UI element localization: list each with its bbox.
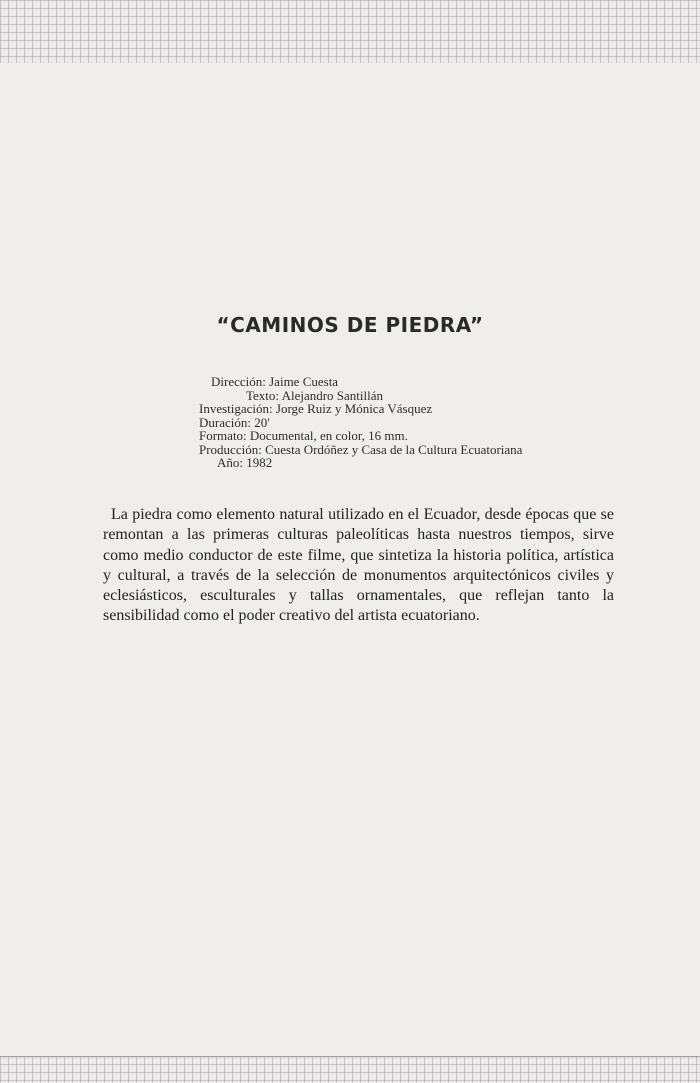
credit-value: Jaime Cuesta bbox=[269, 374, 339, 389]
synopsis-paragraph: La piedra como elemento natural utilizado en el Ecuador, desde épocas que se remontan a las primeras culturas paleolíticas hasta nuestros tiempos, sirve como medio conductor de este filme, que sintetiza la historia política, artística y cultural, a través de la selección de monumentos arquitectónicos civiles y eclesiásticos, esculturales y tallas ornamentales, que reflejan tanto la sensibilidad como el poder creativo del artista ecuatoriano. bbox=[103, 506, 614, 625]
credit-value: Alejandro Santillán bbox=[281, 387, 384, 403]
credit-row bbox=[199, 389, 522, 403]
credit-value: 1982 bbox=[246, 455, 273, 470]
credit-row bbox=[199, 375, 522, 389]
credit-label: Formato: bbox=[199, 428, 247, 443]
credit-row bbox=[199, 429, 522, 443]
credit-label: Texto: bbox=[246, 387, 280, 403]
credit-label: Año: bbox=[217, 455, 243, 470]
credit-label: Dirección: bbox=[211, 374, 266, 389]
credit-value: Documental, en color, 16 mm. bbox=[249, 428, 408, 443]
credit-label: Producción: bbox=[199, 441, 262, 457]
credits-block bbox=[199, 375, 522, 470]
document-title: “CAMINOS DE PIEDRA” bbox=[216, 313, 484, 337]
credit-value: Jorge Ruiz y Mónica Vásquez bbox=[275, 401, 433, 416]
document-page bbox=[0, 63, 700, 1056]
credit-row bbox=[199, 402, 522, 416]
credit-row bbox=[199, 416, 522, 430]
credit-label: Duración: bbox=[199, 414, 251, 430]
credit-value: Cuesta Ordóñez y Casa de la Cultura Ecuatoriana bbox=[265, 441, 523, 457]
credit-row bbox=[199, 456, 522, 470]
credit-row bbox=[199, 443, 522, 457]
credit-label: Investigación: bbox=[199, 401, 273, 416]
credit-value: 20' bbox=[254, 414, 270, 430]
